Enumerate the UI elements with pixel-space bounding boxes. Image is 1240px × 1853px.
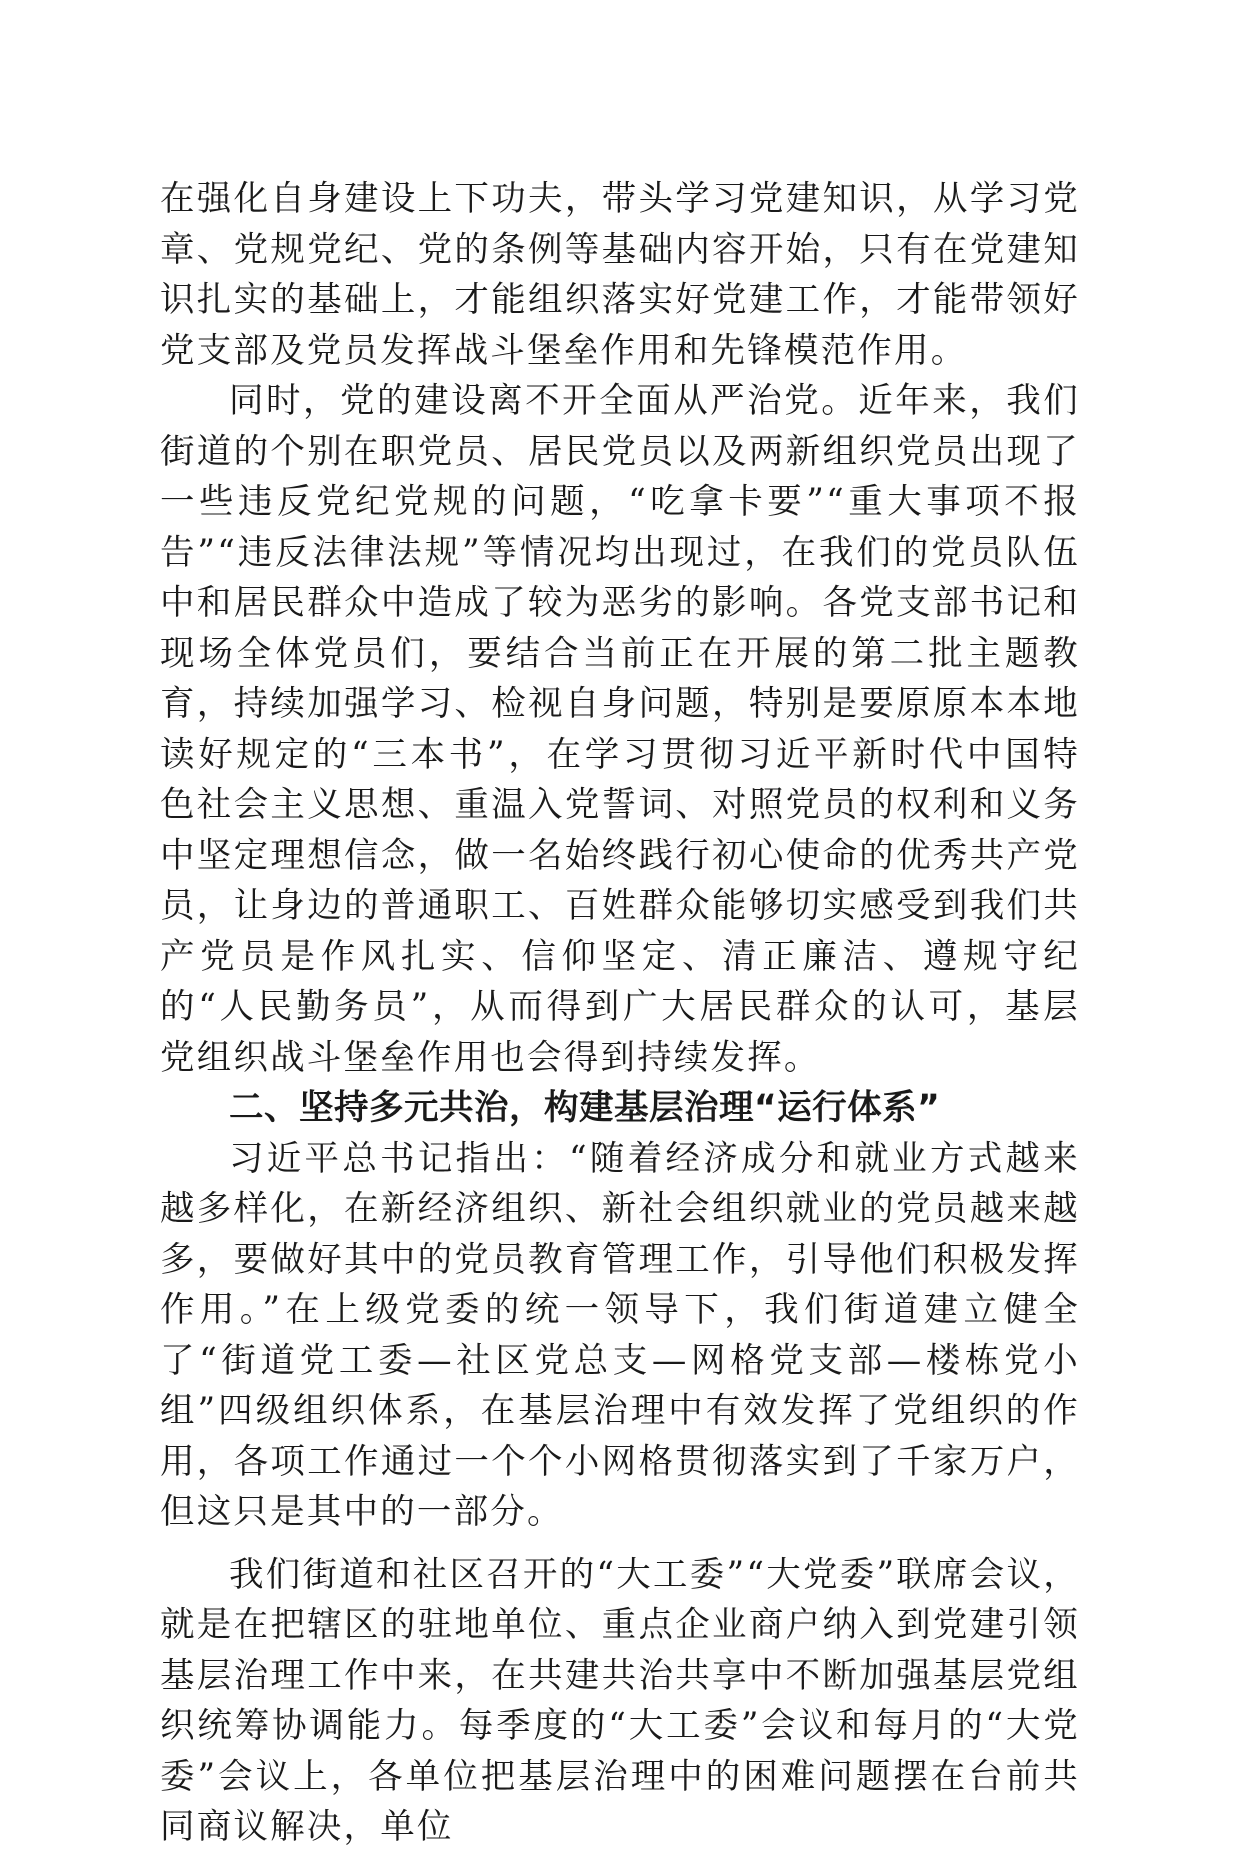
paragraph-strict-governance: 同时，党的建设离不开全面从严治党。近年来，我们街道的个别在职党员、居民党员以及两新组织党员出现了一些违反党纪党规的问题，“吃拿卡要”“重大事项不报告”“违反法律法规”等情况均出现过，在我们的党员队伍中和居民群众中造成了较为恶劣的影响。各党支部书记和现场全体党员们，要结合当前正在开展的第二批主题教育，持续加强学习、检视自身问题，特别是要原原本本地读好规定的“三本书”，在学习贯彻习近平新时代中国特色社会主义思想、重温入党誓词、对照党员的权利和义务中坚定理想信念，做一名始终践行初心使命的优秀共产党员，让身边的普通职工、百姓群众能够切实感受到我们共产党员是作风扎实、信仰坚定、清正廉洁、遵规守纪的“人民勤务员”，从而得到广大居民群众的认可，基层党组织战斗堡垒作用也会得到持续发挥。 <box>160 381 1080 1078</box>
paragraph-continuation: 在强化自身建设上下功夫，带头学习党建知识，从学习党章、党规党纪、党的条例等基础内容开始，只有在党建知识扎实的基础上，才能组织落实好党建工作，才能带领好党支部及党员发挥战斗堡垒作用和先锋模范作用。 <box>160 179 1080 371</box>
paragraph-joint-meeting: 我们街道和社区召开的“大工委”“大党委”联席会议，就是在把辖区的驻地单位、重点企业商户纳入到党建引领基层治理工作中来，在共建共治共享中不断加强基层党组织统筹协调能力。每季度的“大工委”会议和每月的“大党委”会议上，各单位把基层治理中的困难问题摆在台前共同商议解决，单位 <box>160 1554 1080 1847</box>
section-heading-2: 二、坚持多元共治，构建基层治理“运行体系” <box>229 1088 941 1128</box>
document-body <box>160 174 1080 1853</box>
paragraph-quote: 习近平总书记指出：“随着经济成分和就业方式越来越多样化，在新经济组织、新社会组织就业的党员越来越多，要做好其中的党员教育管理工作，引导他们积极发挥作用。”在上级党委的统一领导下，我们街道建立健全了“街道党工委—社区党总支—网格党支部—楼栋党小组”四级组织体系，在基层治理中有效发挥了党组织的作用，各项工作通过一个个小网格贯彻落实到了千家万户，但这只是其中的一部分。 <box>160 1138 1080 1532</box>
